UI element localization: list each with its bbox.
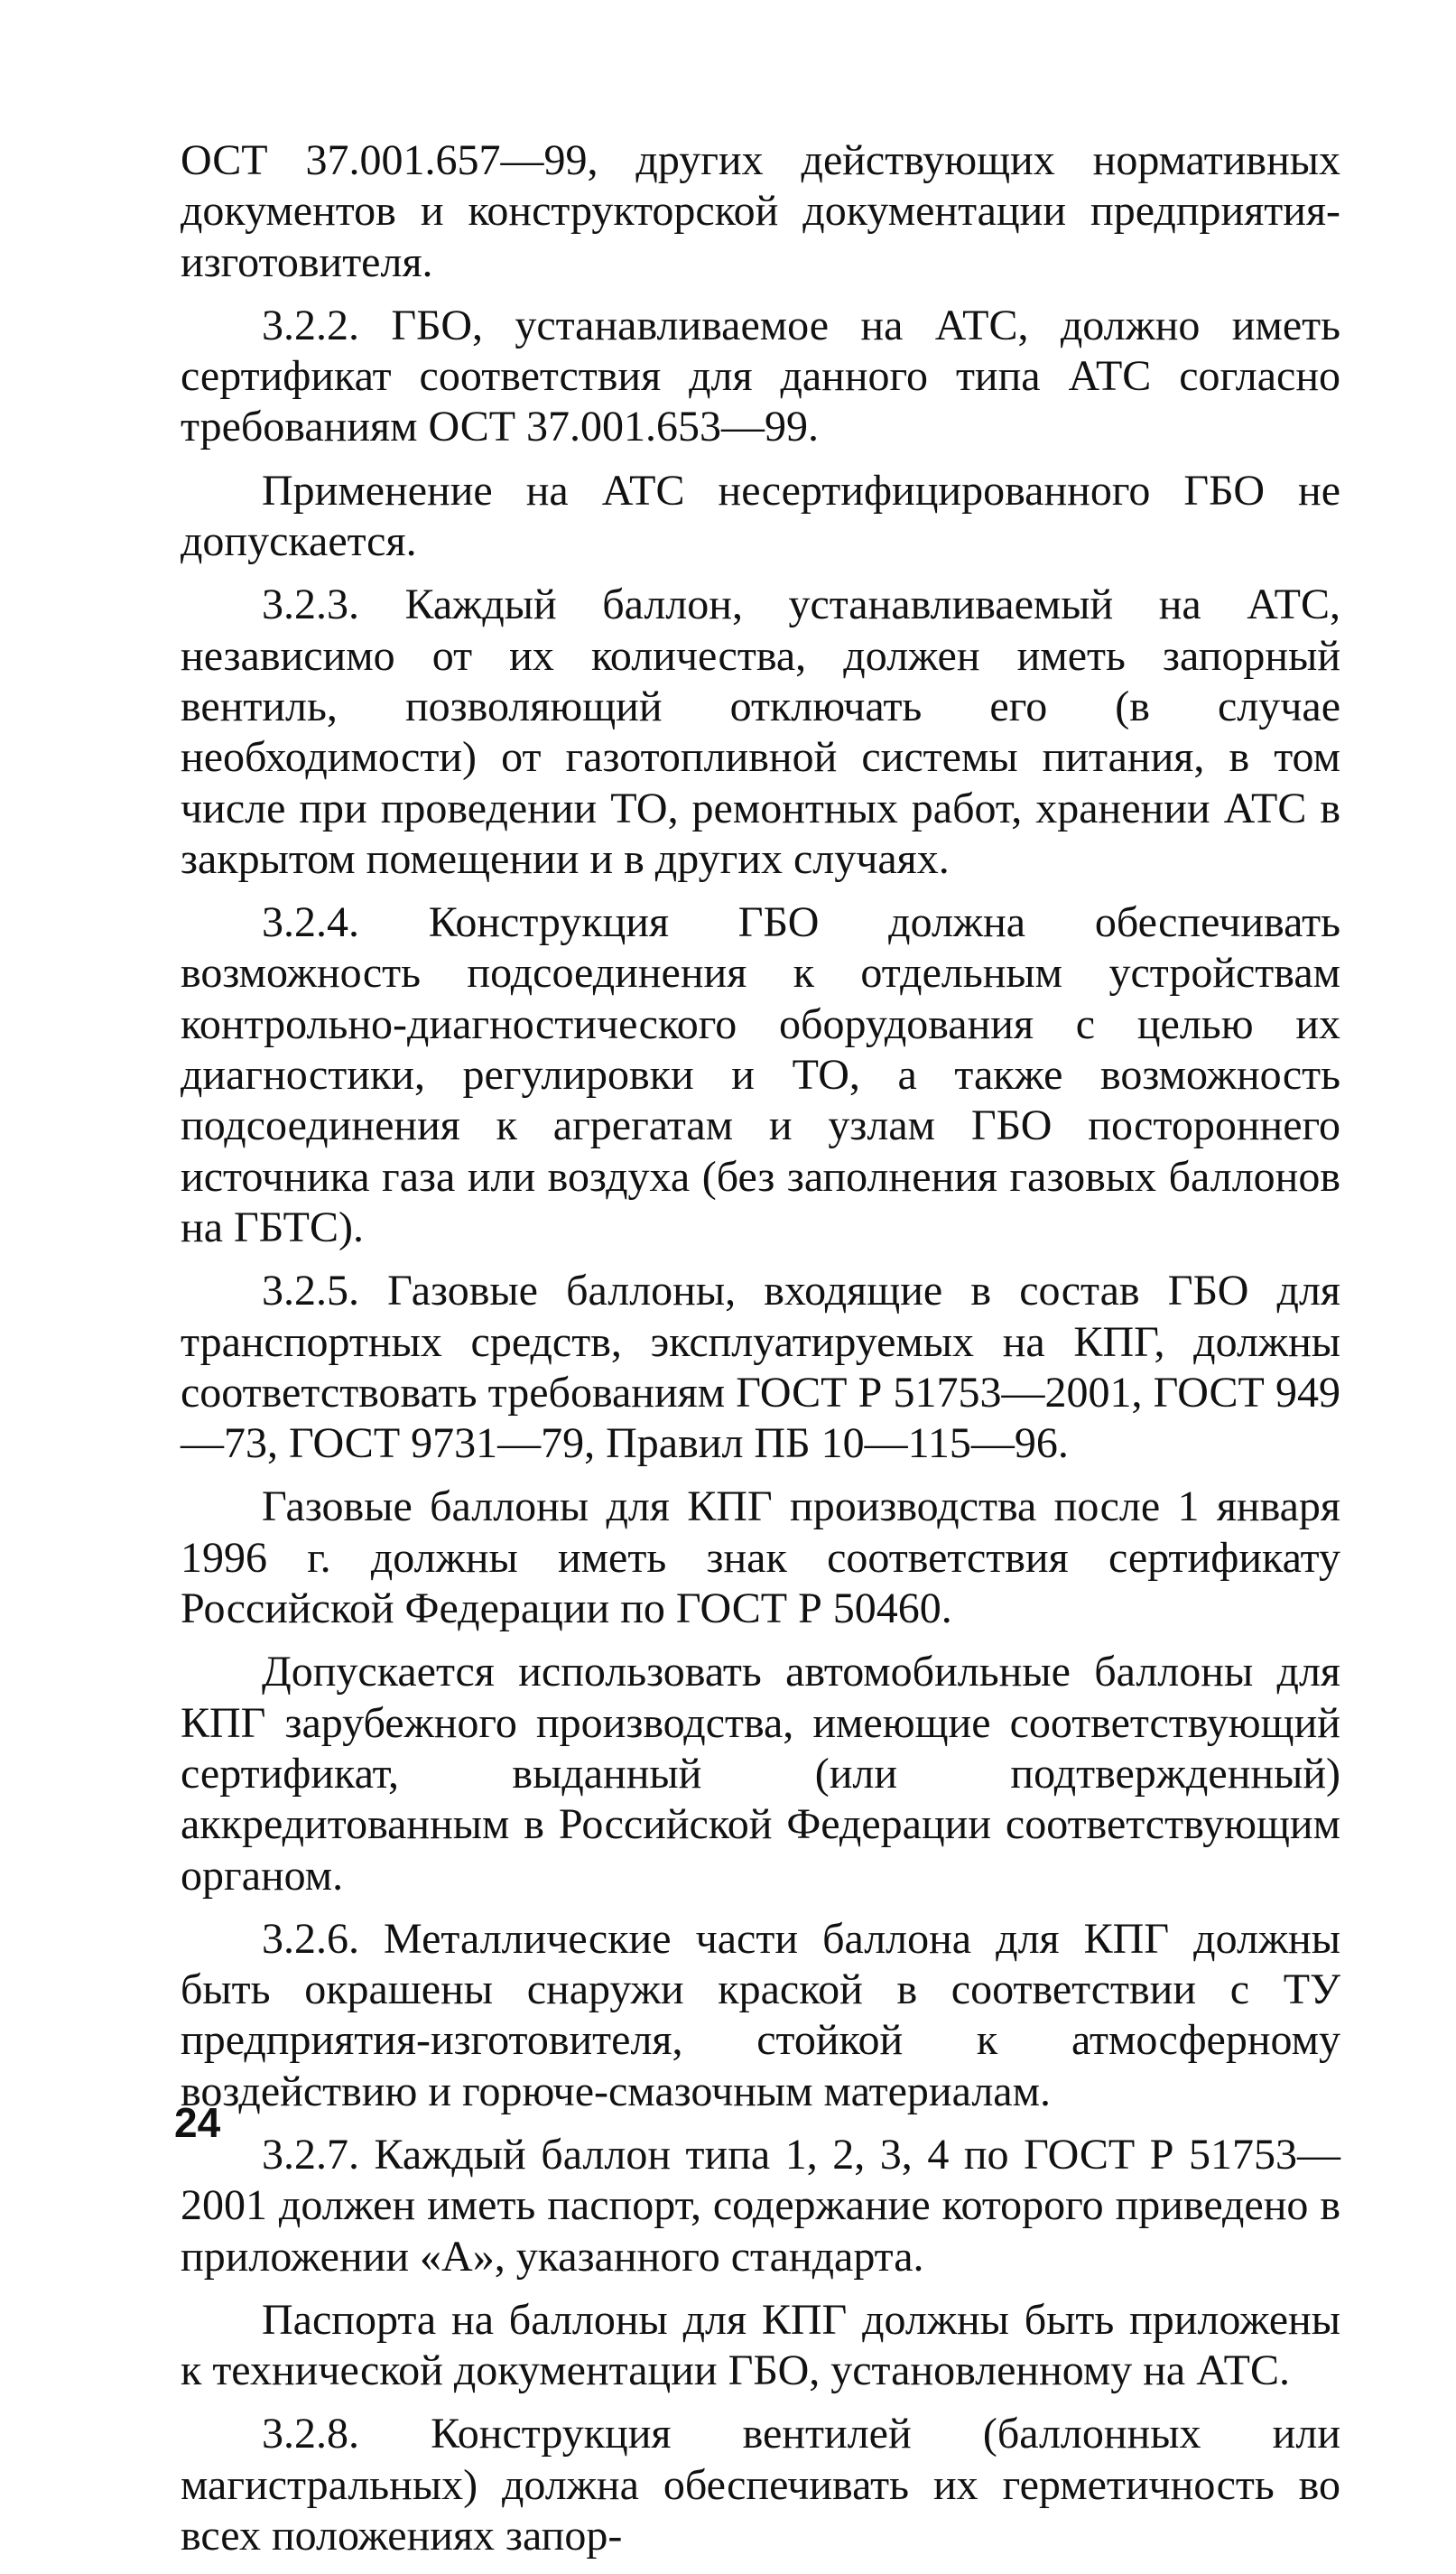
paragraph-3-2-5: 3.2.5. Газовые баллоны, входящие в состав ГБО для транспортных средств, эксплуатируемых на КПГ, должны соответствовать требованиям ГОСТ Р 51753—2001, ГОСТ 949—73, ГОСТ 9731—79, Правил ПБ 10—115—96.	[181, 1267, 1340, 1468]
paragraph-3-2-7: 3.2.7. Каждый баллон типа 1, 2, 3, 4 по ГОСТ Р 51753—2001 должен иметь паспорт, содержание которого приведено в приложении «А», указанного стандарта.	[181, 2130, 1340, 2281]
paragraph-3-2-4: 3.2.4. Конструкция ГБО должна обеспечивать возможность подсоединения к отдельным устройствам контрольно-диагностического оборудования с целью их диагностики, регулировки и ТО, а также возможность подсоединения к агрегатам и узлам ГБО постороннего источника газа или воздуха (без заполнения газовых баллонов на ГБТС).	[181, 898, 1340, 1251]
page-number: 24	[174, 2099, 221, 2146]
paragraph-foreign-cylinders: Допускается использовать автомобильные баллоны для КПГ зарубежного производства, имеющие соответствующий сертификат, выданный (или подтвержденный) аккредитованным в Российской Федерации соответствующим органом.	[181, 1648, 1340, 1900]
paragraph-passports: Паспорта на баллоны для КПГ должны быть приложены к технической документации ГБО, установленному на АТС.	[181, 2295, 1340, 2395]
paragraph-continuation: ОСТ 37.001.657—99, других действующих нормативных документов и конструкторской документации предприятия-изготовителя.	[181, 136, 1340, 286]
body-text	[181, 135, 1340, 2574]
paragraph-3-2-3: 3.2.3. Каждый баллон, устанавливаемый на АТС, независимо от их количества, должен иметь запорный вентиль, позволяющий отключать его (в случае необходимости) от газотопливной системы питания, в том числе при проведении ТО, ремонтных работ, хранении АТС в закрытом помещении и в других случаях.	[181, 581, 1340, 883]
paragraph-cylinders-after-1996: Газовые баллоны для КПГ производства после 1 января 1996 г. должны иметь знак соответствия сертификату Российской Федерации по ГОСТ Р 50460.	[181, 1482, 1340, 1633]
paragraph-3-2-6: 3.2.6. Металлические части баллона для КПГ должны быть окрашены снаружи краской в соответствии с ТУ предприятия-изготовителя, стойкой к атмосферному воздействию и горюче-смазочным материалам.	[181, 1914, 1340, 2115]
paragraph-3-2-8: 3.2.8. Конструкция вентилей (баллонных или магистральных) должна обеспечивать их герметичность во всех положениях запор-	[181, 2410, 1340, 2560]
paragraph-uncertified-gbo: Применение на АТС несертифицированного ГБО не допускается.	[181, 466, 1340, 566]
paragraph-3-2-2: 3.2.2. ГБО, устанавливаемое на АТС, должно иметь сертификат соответствия для данного типа АТС согласно требованиям ОСТ 37.001.653—99.	[181, 301, 1340, 451]
